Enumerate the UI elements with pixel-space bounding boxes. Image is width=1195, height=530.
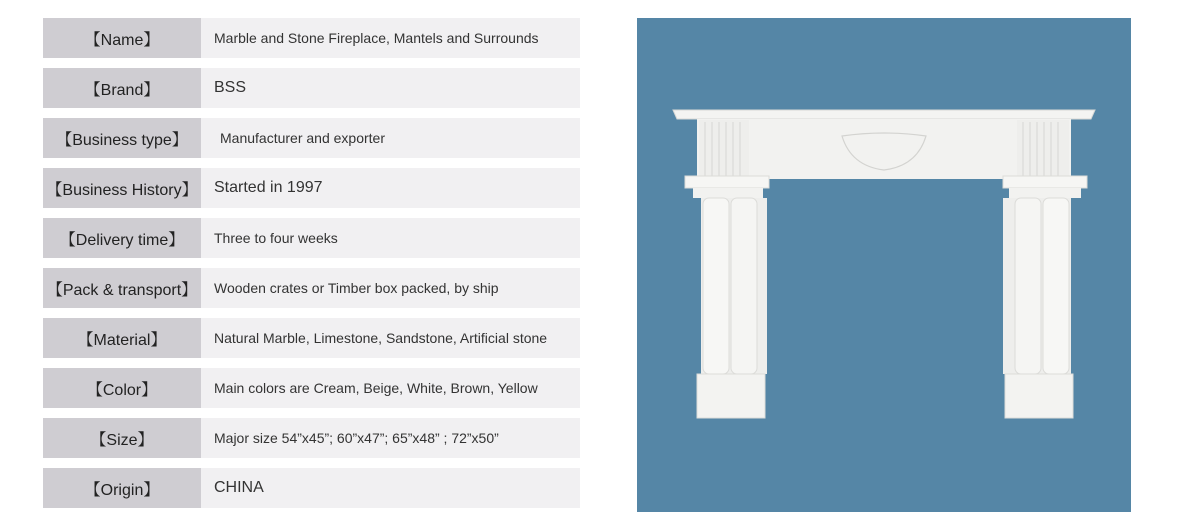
spec-row-origin <box>43 468 580 508</box>
spec-value: Started in 1997 <box>201 168 580 208</box>
spec-row-color <box>43 368 580 408</box>
left-column-outer <box>703 198 729 374</box>
left-corbel <box>699 120 749 178</box>
spec-value: Three to four weeks <box>201 218 580 258</box>
left-capital <box>685 176 769 188</box>
spec-row-material <box>43 318 580 358</box>
product-photo <box>637 18 1131 512</box>
mantel-shelf <box>673 110 1095 119</box>
spec-label: 【Business History】 <box>43 168 201 208</box>
spec-value: Natural Marble, Limestone, Sandstone, Artificial stone <box>201 318 580 358</box>
spec-label: 【Brand】 <box>43 68 201 108</box>
spec-row-business-history <box>43 168 580 208</box>
spec-value: BSS <box>201 68 580 108</box>
right-capital <box>1003 176 1087 188</box>
right-column-inner <box>1015 198 1041 374</box>
left-column-inner <box>731 198 757 374</box>
spec-row-name <box>43 18 580 58</box>
spec-label: 【Color】 <box>43 368 201 408</box>
left-plinth <box>697 374 765 418</box>
right-plinth <box>1005 374 1073 418</box>
spec-value: Wooden crates or Timber box packed, by ship <box>201 268 580 308</box>
left-capital-base <box>693 188 763 198</box>
product-spec-table <box>43 18 580 518</box>
spec-value: Main colors are Cream, Beige, White, Brown, Yellow <box>201 368 580 408</box>
spec-label: 【Delivery time】 <box>43 218 201 258</box>
spec-value: Manufacturer and exporter <box>201 118 580 158</box>
spec-row-pack-transport <box>43 268 580 308</box>
right-capital-base <box>1009 188 1081 198</box>
fireplace-mantel-illustration <box>637 18 1131 512</box>
spec-label: 【Size】 <box>43 418 201 458</box>
spec-label: 【Name】 <box>43 18 201 58</box>
right-corbel <box>1017 120 1069 178</box>
spec-row-delivery-time <box>43 218 580 258</box>
spec-row-size <box>43 418 580 458</box>
spec-value: CHINA <box>201 468 580 508</box>
spec-label: 【Pack & transport】 <box>43 268 201 308</box>
spec-label: 【Material】 <box>43 318 201 358</box>
spec-value: Major size 54”x45”; 60”x47”; 65”x48” ; 72”x50” <box>201 418 580 458</box>
spec-row-brand <box>43 68 580 108</box>
right-column-outer <box>1043 198 1069 374</box>
spec-row-business-type <box>43 118 580 158</box>
spec-label: 【Origin】 <box>43 468 201 508</box>
spec-value: Marble and Stone Fireplace, Mantels and Surrounds <box>201 18 580 58</box>
spec-label: 【Business type】 <box>43 118 201 158</box>
